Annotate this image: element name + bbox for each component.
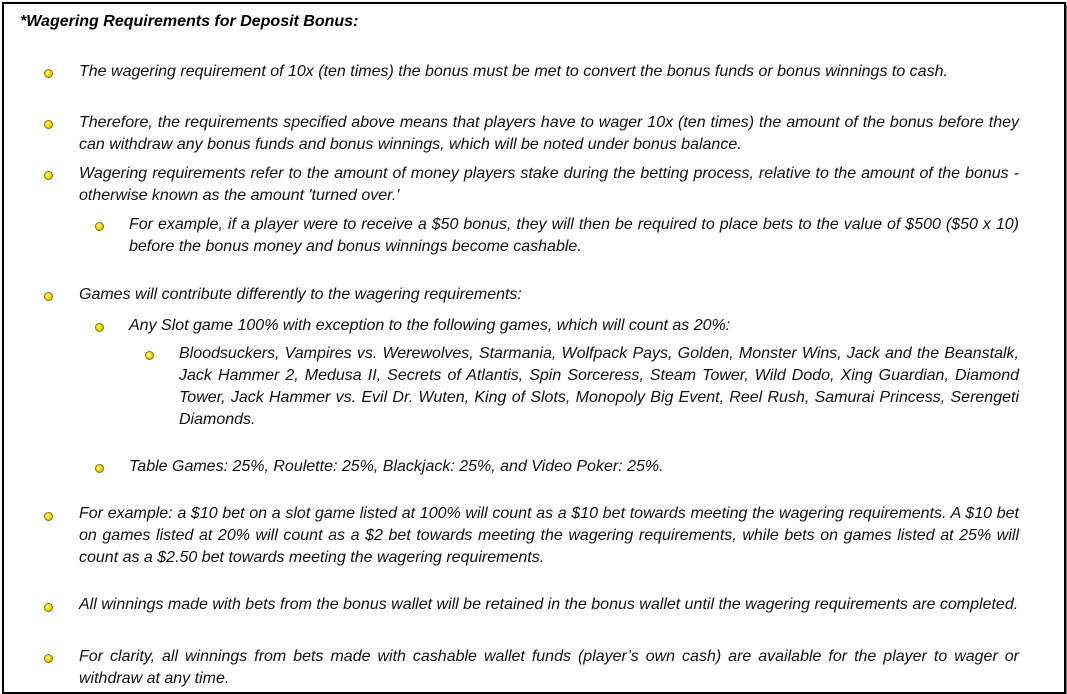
list-item: For example, if a player were to receive a $50 bonus, they will then be required to place bets to the value of $500 ($50 x 10) before the bonus money and bonus winnings become cashable. [129,216,1019,255]
document-frame [2,2,1066,694]
bullet-icon [44,292,53,301]
bullet-icon [44,120,53,129]
list-item: For example: a $10 bet on a slot game listed at 100% will count as a $10 bet towards meeting the wagering requirements. A $10 bet on games listed at 20% will count as a $2 bet towards meeting the wagering requirements, while bets on games listed at 25% will count as a $2.50 bet towards meeting the wagering requirements. [79,505,1019,566]
list-item: Games will contribute differently to the wagering requirements: [79,286,522,303]
bullet-icon [44,512,53,521]
list-item: Any Slot game 100% with exception to the following games, which will count as 20%: [129,317,731,334]
bullet-icon [95,222,104,231]
bullet-icon [145,351,154,360]
bullet-icon [44,69,53,78]
list-item: Bloodsuckers, Vampires vs. Werewolves, Starmania, Wolfpack Pays, Golden, Monster Wins, Jack and the Beanstalk, Jack Hammer 2, Medusa II, Secrets of Atlantis, Spin Sorceress, Steam Tower, Wild Dodo, Xing Guardian, Diamond Tower, Jack Hammer vs. Evil Dr. Wuten, King of Slots, Monopoly Big Event, Reel Rush, Samurai Princess, Serengeti Diamonds. [179,345,1019,428]
bullet-icon [44,171,53,180]
list-item: Therefore, the requirements specified above means that players have to wager 10x (ten times) the amount of the bonus before they can withdraw any bonus funds and bonus winnings, which will be noted under bonus balance. [79,114,1019,153]
list-item: All winnings made with bets from the bonus wallet will be retained in the bonus wallet until the wagering requirements are completed. [79,596,1019,613]
list-item: For clarity, all winnings from bets made with cashable wallet funds (player’s own cash) are available for the player to wager or withdraw at any time. [79,648,1019,687]
list-item: Table Games: 25%, Roulette: 25%, Blackjack: 25%, and Video Poker: 25%. [129,458,664,475]
list-item: Wagering requirements refer to the amount of money players stake during the betting process, relative to the amount of the bonus - otherwise known as the amount 'turned over.' [79,165,1019,204]
bullet-icon [95,323,104,332]
bullet-icon [44,654,53,663]
bullet-icon [44,603,53,612]
bullet-icon [95,464,104,473]
page-title: *Wagering Requirements for Deposit Bonus: [20,13,359,30]
list-item: The wagering requirement of 10x (ten times) the bonus must be met to convert the bonus funds or bonus winnings to cash. [79,63,948,80]
